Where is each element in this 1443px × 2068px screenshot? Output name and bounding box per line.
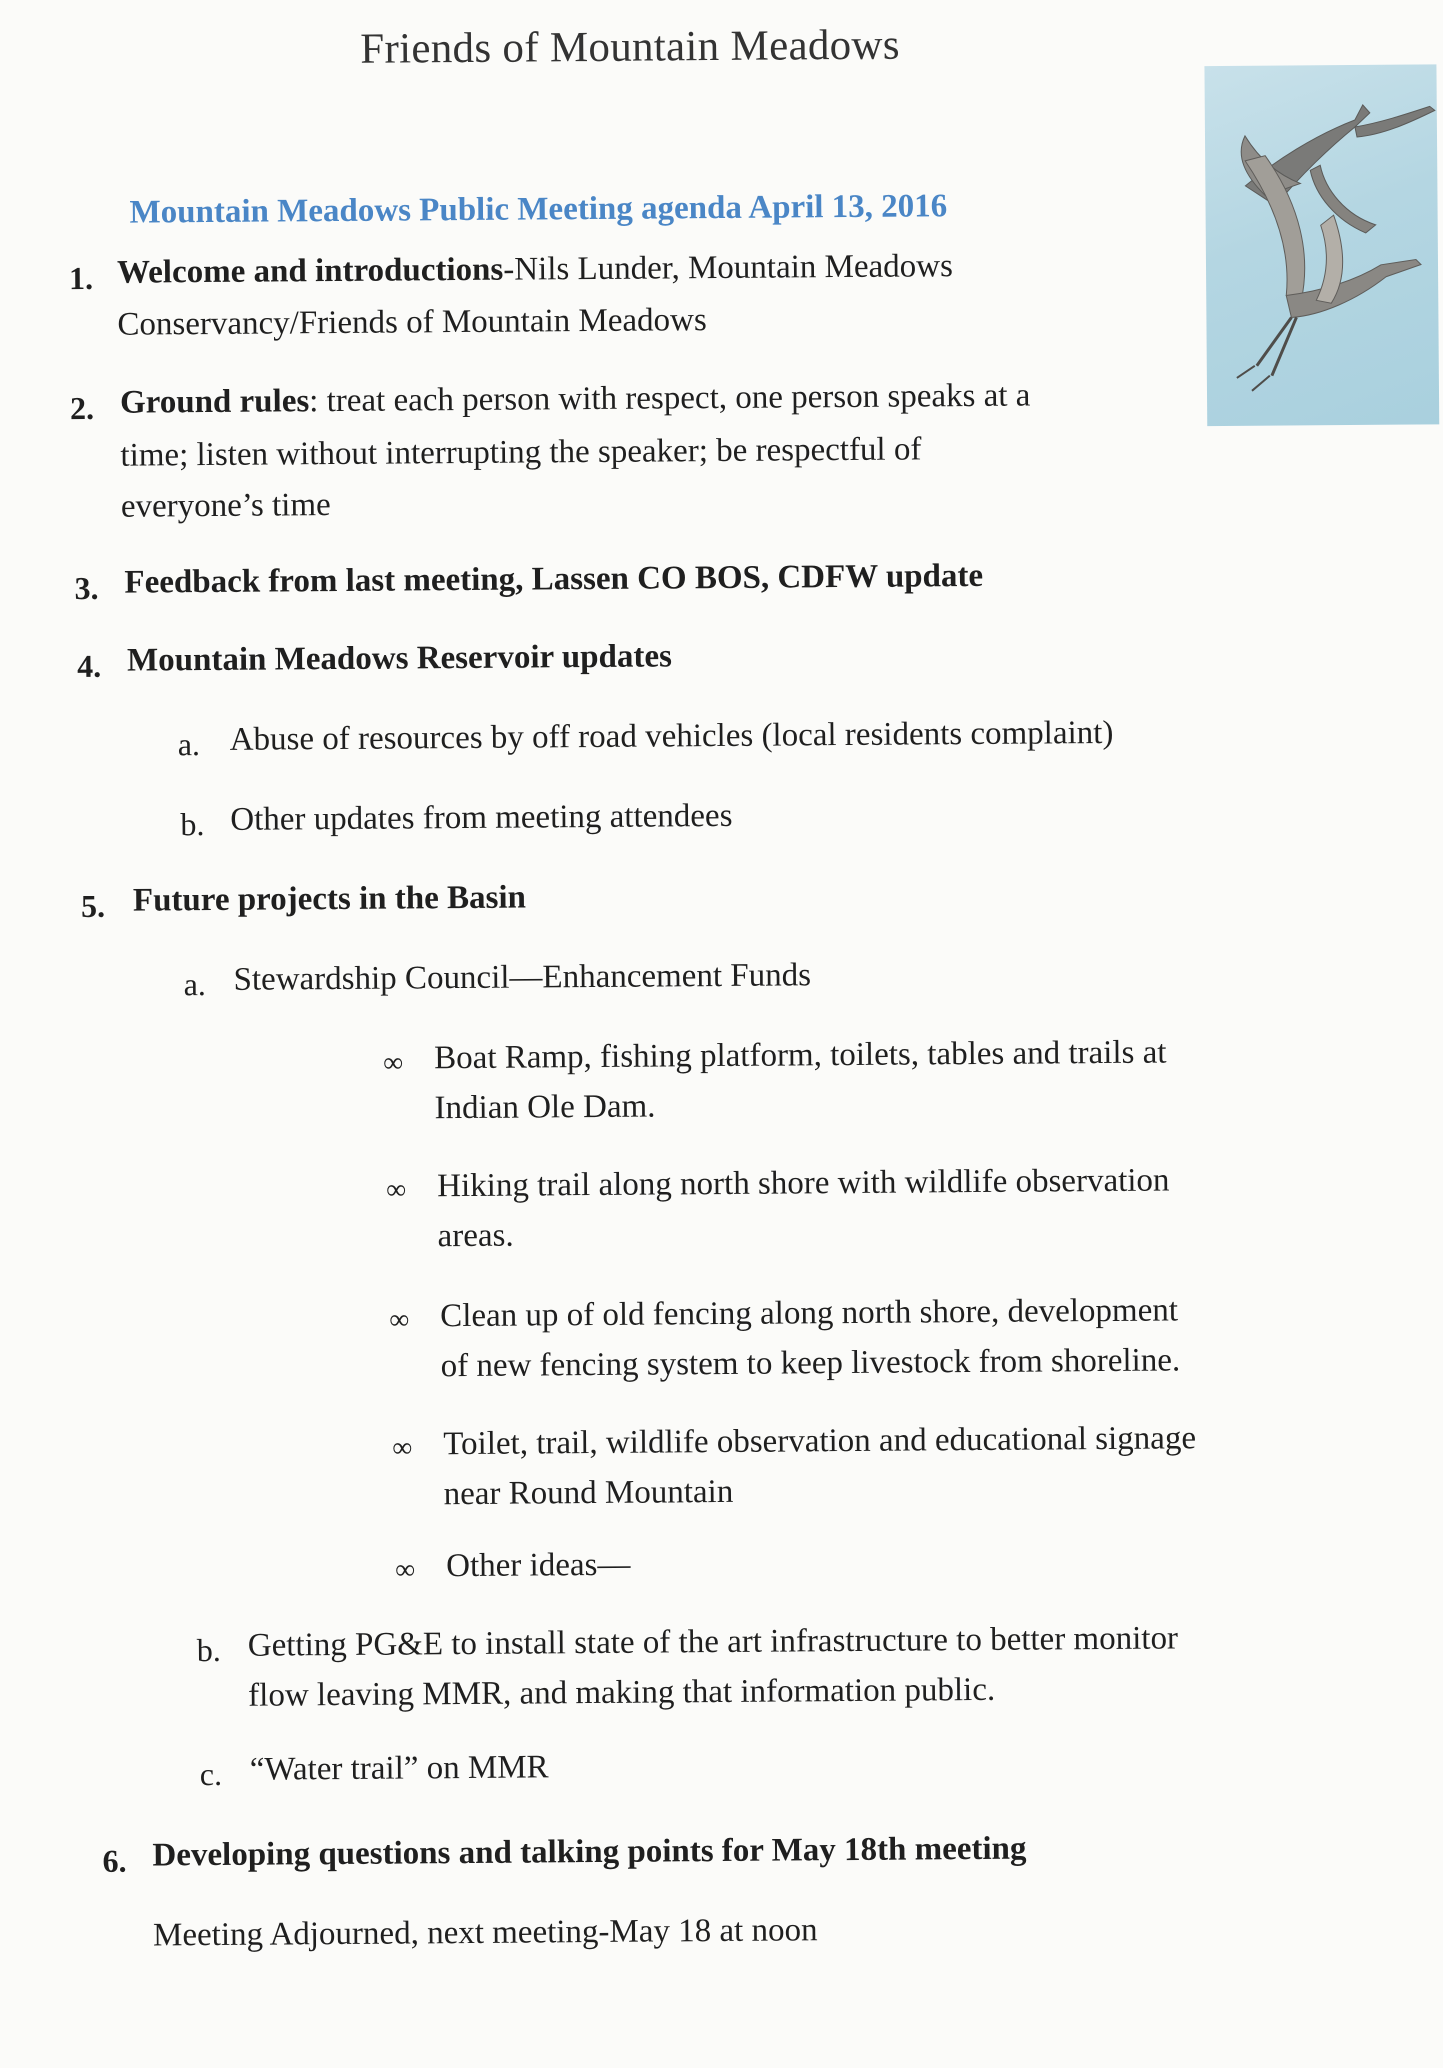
bullet-text-line: Other ideas— — [446, 1546, 631, 1585]
item-heading: Mountain Meadows Reservoir updates — [126, 638, 673, 679]
sub-item-text: Stewardship Council—Enhancement Funds — [233, 957, 812, 998]
bullet-text-line: Indian Ole Dam. — [434, 1088, 656, 1127]
sub-item-label: c. — [199, 1755, 223, 1793]
item-heading: Developing questions and talking points for May 18th meeting — [152, 1830, 1027, 1874]
item-heading: Future projects in the Basin — [132, 879, 527, 919]
sub-item-text: Getting PG&E to install state of the art infrastructure to better monitor — [247, 1620, 1179, 1664]
item-text-line: Conservancy/Friends of Mountain Meadows — [117, 302, 707, 343]
sub-item-text: Other updates from meeting attendees — [230, 797, 733, 838]
item-number: 3. — [74, 569, 99, 607]
item-heading: Welcome and introductions — [116, 251, 504, 291]
item-heading: Feedback from last meeting, Lassen CO BOS, CDFW update — [124, 557, 984, 601]
bullet-text-line: Clean up of old fencing along north shore, development — [440, 1292, 1179, 1335]
bullet-text-line: of new fencing system to keep livestock from shoreline. — [440, 1342, 1181, 1385]
item-text-line — [117, 240, 953, 299]
item-detail: -Nils Lunder, Mountain Meadows — [503, 248, 954, 288]
item-number: 5. — [80, 887, 106, 925]
sub-item-label: a. — [183, 966, 206, 1003]
sub-item-text: flow leaving MMR, and making that information public. — [248, 1671, 996, 1714]
infinity-bullet-icon: ∞ — [395, 1554, 416, 1586]
sub-item-label: a. — [177, 726, 201, 763]
agenda-title: Mountain Meadows Public Meeting agenda April 13, 2016 — [129, 188, 948, 231]
item-number: 1. — [68, 259, 94, 297]
item-detail: : treat each person with respect, one person speaks at a — [309, 377, 1031, 420]
bullet-text-line: Toilet, trail, wildlife observation and educational signage — [443, 1420, 1197, 1463]
item-heading: Ground rules — [119, 383, 310, 421]
sub-item-label: b. — [180, 806, 205, 843]
sub-item-text: “Water trail” on MMR — [249, 1749, 549, 1788]
infinity-bullet-icon: ∞ — [386, 1174, 407, 1206]
item-number: 2. — [69, 389, 95, 427]
infinity-bullet-icon: ∞ — [392, 1432, 413, 1464]
item-text-line — [120, 370, 1031, 429]
sub-item-text: Abuse of resources by off road vehicles (local residents complaint) — [229, 714, 1114, 758]
item-text-line: time; listen without interrupting the speaker; be respectful of — [120, 431, 922, 474]
infinity-bullet-icon: ∞ — [389, 1304, 410, 1336]
bullet-text-line: areas. — [437, 1217, 514, 1255]
bullet-text-line: Boat Ramp, fishing platform, toilets, tables and trails at — [434, 1034, 1167, 1077]
organization-title: Friends of Mountain Meadows — [360, 21, 901, 73]
crane-icon — [1204, 64, 1439, 426]
item-number: 4. — [76, 647, 102, 685]
item-text-line: everyone’s time — [120, 487, 331, 525]
flying-cranes-photo — [1204, 64, 1439, 426]
sub-item-label: b. — [196, 1631, 221, 1669]
closing-note: Meeting Adjourned, next meeting-May 18 at noon — [152, 1912, 818, 1954]
bullet-text-line: near Round Mountain — [443, 1473, 734, 1513]
bullet-text-line: Hiking trail along north shore with wildlife observation — [437, 1162, 1170, 1205]
infinity-bullet-icon: ∞ — [383, 1047, 404, 1079]
item-number: 6. — [102, 1842, 127, 1879]
